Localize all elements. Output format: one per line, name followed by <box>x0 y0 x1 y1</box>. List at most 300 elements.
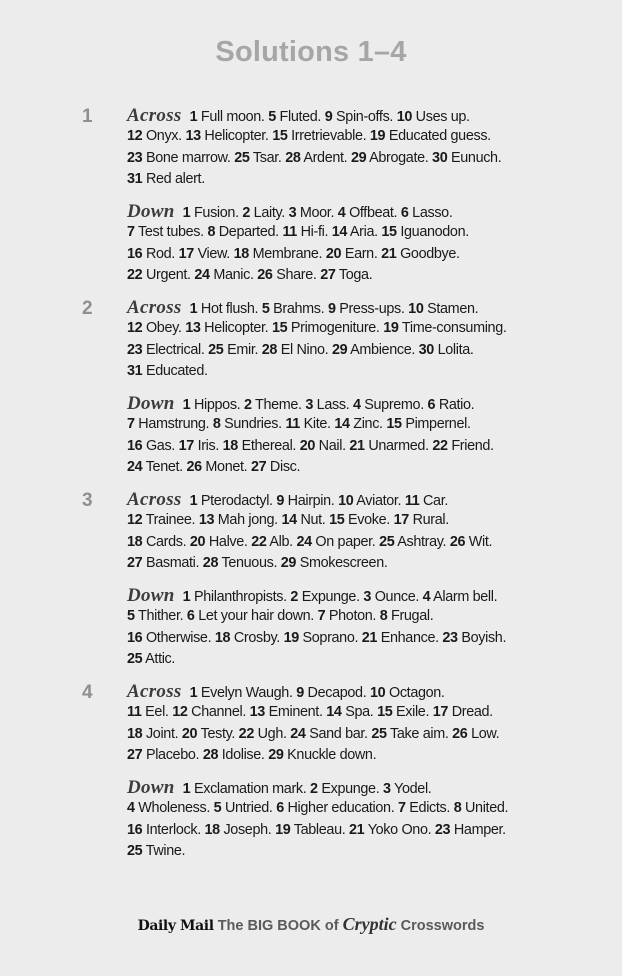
clue-number: 1 <box>189 685 198 701</box>
answer-text: Uses up. <box>412 109 470 125</box>
answer-entry <box>380 608 434 624</box>
answer-line <box>127 777 597 798</box>
answer-entry <box>423 589 498 605</box>
answer-line <box>127 745 597 766</box>
answer-text: Philanthropists. <box>190 589 291 605</box>
puzzle-number: 3 <box>82 490 93 511</box>
answer-entry <box>127 555 203 571</box>
answer-text: Basmati. <box>142 554 203 571</box>
answer-entry <box>203 555 281 571</box>
clue-number: 2 <box>242 205 251 221</box>
answer-entry <box>179 246 234 262</box>
answer-line <box>127 606 597 627</box>
clue-number: 6 <box>427 397 436 413</box>
answer-text: Ugh. <box>253 725 291 742</box>
answer-line <box>127 510 597 531</box>
answer-entry <box>408 301 478 317</box>
answer-entry <box>127 320 185 336</box>
clue-number: 19 <box>383 320 399 337</box>
answer-entry <box>326 246 381 262</box>
clue-number: 22 <box>127 266 143 283</box>
answer-entry <box>363 589 422 605</box>
answer-entry <box>127 512 199 528</box>
clue-number: 16 <box>127 245 143 262</box>
answer-text: Monet. <box>201 458 251 475</box>
answer-text: Expunge. <box>317 781 384 797</box>
answer-entry <box>251 459 300 475</box>
clue-number: 1 <box>182 397 191 413</box>
answer-text: Supremo. <box>360 397 428 413</box>
clue-number: 21 <box>361 629 378 646</box>
clue-number: 11 <box>127 704 142 721</box>
answer-line <box>127 414 597 435</box>
answer-entry <box>285 150 351 166</box>
answer-entry <box>127 128 185 144</box>
down-label: Down <box>127 393 175 414</box>
answer-line <box>127 318 597 339</box>
clue-number: 7 <box>127 224 135 241</box>
answer-entry <box>182 726 239 742</box>
clue-number: 15 <box>329 512 345 529</box>
answer-text: Take aim. <box>386 725 453 742</box>
answer-entry <box>281 512 329 528</box>
across-block <box>127 489 597 574</box>
answer-text: Let your hair down. <box>194 608 318 625</box>
answer-entry <box>223 438 300 454</box>
answer-text: Smokescreen. <box>296 554 388 571</box>
clue-number: 28 <box>261 341 278 358</box>
answer-text: Moor. <box>296 205 338 221</box>
answer-entry <box>262 301 328 317</box>
clue-number: 21 <box>349 437 365 454</box>
clue-number: 16 <box>127 629 143 646</box>
answer-entry <box>179 438 223 454</box>
answer-entry <box>370 685 445 701</box>
clue-number: 28 <box>285 149 301 166</box>
answer-entry <box>127 459 186 475</box>
clue-number: 4 <box>422 589 431 605</box>
answer-text: Ashtray. <box>394 533 450 550</box>
answer-entry <box>207 224 282 240</box>
answer-text: Interlock. <box>142 821 205 838</box>
answer-entry <box>349 438 432 454</box>
answer-text: Ambience. <box>347 341 419 358</box>
answer-text: Tableau. <box>290 821 350 838</box>
book-title-suffix: Crosswords <box>400 918 485 934</box>
answer-line <box>127 126 597 147</box>
answer-text: Yodel. <box>390 781 432 797</box>
answer-text: Lolita. <box>433 341 474 358</box>
answer-text: Emir. <box>223 341 262 358</box>
answer-entry <box>290 589 363 605</box>
clue-number: 31 <box>127 362 143 379</box>
answer-entry <box>433 704 493 720</box>
clue-number: 12 <box>127 320 143 337</box>
answer-entry <box>397 109 470 125</box>
answer-text: Mah jong. <box>214 512 282 529</box>
down-label: Down <box>127 201 175 222</box>
clue-number: 9 <box>327 301 336 317</box>
clue-number: 13 <box>249 704 265 721</box>
clue-number: 15 <box>381 224 397 241</box>
clue-number: 8 <box>453 800 462 817</box>
answer-entry <box>190 301 262 317</box>
answer-line <box>127 820 597 841</box>
answer-line <box>127 489 597 510</box>
clue-number: 16 <box>127 821 143 838</box>
answer-entry <box>272 320 383 336</box>
answer-entry <box>268 109 325 125</box>
answer-entry <box>203 747 268 763</box>
answer-entry <box>251 534 296 550</box>
answer-text: Ratio. <box>435 397 475 413</box>
answer-entry <box>353 397 428 413</box>
clue-number: 9 <box>296 685 304 701</box>
answer-text: Eminent. <box>264 704 327 721</box>
answer-entry <box>127 224 207 240</box>
clue-number: 14 <box>334 416 350 433</box>
across-label: Across <box>127 297 182 318</box>
answer-text: El Nino. <box>277 341 332 358</box>
clue-number: 25 <box>371 725 387 742</box>
answer-entry <box>398 800 454 816</box>
answer-text: Fusion. <box>190 205 243 221</box>
answer-entry <box>194 267 257 283</box>
answer-text: Bone marrow. <box>142 149 235 166</box>
answer-entry <box>318 608 380 624</box>
answer-entry <box>208 342 262 358</box>
clue-number: 25 <box>127 842 143 859</box>
answer-entry <box>127 747 203 763</box>
answer-text: Testy. <box>197 725 239 742</box>
clue-number: 18 <box>222 437 238 454</box>
answer-text: Time-consuming. <box>398 320 507 337</box>
clue-number: 17 <box>393 512 409 529</box>
clue-number: 18 <box>204 821 220 838</box>
answer-text: Thither. <box>134 608 187 625</box>
across-block <box>127 297 597 382</box>
clue-number: 4 <box>337 205 346 221</box>
answer-text: Cards. <box>142 533 190 550</box>
clue-number: 18 <box>127 725 143 742</box>
answer-text: Evelyn Waugh. <box>197 685 297 701</box>
clue-number: 30 <box>432 149 448 166</box>
answer-text: Wholeness. <box>134 800 214 817</box>
answer-text: Hairpin. <box>284 493 339 509</box>
answer-text: Attic. <box>142 650 176 667</box>
answer-text: Red alert. <box>142 170 205 187</box>
answer-line <box>127 649 597 670</box>
clue-number: 25 <box>234 149 250 166</box>
clue-number: 16 <box>127 437 143 454</box>
answer-entry <box>234 150 285 166</box>
answer-text: Hippos. <box>190 397 244 413</box>
answer-line <box>127 105 597 126</box>
answer-text: Aria. <box>347 224 382 241</box>
answer-line <box>127 798 597 819</box>
clue-number: 19 <box>275 821 291 838</box>
across-block <box>127 681 597 766</box>
clue-number: 23 <box>442 629 458 646</box>
answer-entry <box>383 781 431 797</box>
answer-text: Full moon. <box>197 109 269 125</box>
answer-text: Membrane. <box>248 245 326 262</box>
answer-entry <box>282 224 331 240</box>
answer-entry <box>379 534 450 550</box>
clue-number: 1 <box>182 589 191 605</box>
answer-entry <box>332 342 419 358</box>
answer-text: Laity. <box>250 205 289 221</box>
clue-number: 3 <box>363 589 372 605</box>
clue-number: 31 <box>127 170 143 187</box>
clue-number: 9 <box>276 493 284 509</box>
answer-text: Gas. <box>142 437 179 454</box>
clue-number: 12 <box>127 512 143 529</box>
answer-text: Hamper. <box>450 821 506 838</box>
answer-line <box>127 169 597 190</box>
answer-text: Eunuch. <box>447 149 502 166</box>
clue-number: 26 <box>449 533 466 550</box>
answer-entry <box>199 512 282 528</box>
clue-number: 21 <box>381 245 397 262</box>
answer-entry <box>127 630 215 646</box>
answer-text: Decapod. <box>303 685 371 701</box>
answer-entry <box>432 150 501 166</box>
answer-entry <box>296 534 379 550</box>
answer-entry <box>310 781 383 797</box>
clue-number: 15 <box>271 320 288 337</box>
clue-number: 20 <box>299 437 316 454</box>
clue-number: 27 <box>127 554 143 571</box>
answer-entry <box>290 726 371 742</box>
answer-text: Pimpernel. <box>401 416 471 433</box>
answer-text: Tenuous. <box>218 554 281 571</box>
answer-line <box>127 265 597 286</box>
answer-line <box>127 361 597 382</box>
answer-text: Urgent. <box>142 266 195 283</box>
clue-number: 3 <box>383 781 391 797</box>
answer-text: Photon. <box>325 608 380 625</box>
answer-text: Halve. <box>205 533 252 550</box>
answer-entry <box>185 320 272 336</box>
answer-line <box>127 436 597 457</box>
answer-entry <box>454 800 508 816</box>
answer-text: Channel. <box>187 704 250 721</box>
answer-entry <box>432 438 493 454</box>
answer-text: Abrogate. <box>366 149 433 166</box>
answer-entry <box>127 726 182 742</box>
across-block <box>127 105 597 190</box>
clue-number: 7 <box>398 800 406 817</box>
clue-number: 27 <box>250 458 267 475</box>
answer-line <box>127 222 597 243</box>
clue-number: 29 <box>331 341 348 358</box>
answer-text: Stamen. <box>423 301 479 317</box>
answer-entry <box>242 205 288 221</box>
answer-line <box>127 681 597 702</box>
answer-line <box>127 841 597 862</box>
clue-number: 10 <box>338 493 354 509</box>
answer-text: Fluted. <box>275 109 325 125</box>
answer-line <box>127 702 597 723</box>
answer-text: Departed. <box>215 224 283 241</box>
answer-text: On paper. <box>311 533 380 550</box>
answer-entry <box>329 512 394 528</box>
answer-entry <box>183 781 310 797</box>
clue-number: 4 <box>352 397 361 413</box>
answer-entry <box>300 438 350 454</box>
puzzle-number: 4 <box>82 682 93 703</box>
clue-number: 2 <box>290 589 299 605</box>
clue-number: 27 <box>127 746 143 763</box>
down-label: Down <box>127 585 175 606</box>
clue-number: 5 <box>268 109 276 125</box>
clue-number: 22 <box>251 533 267 550</box>
answer-entry <box>381 246 460 262</box>
clue-number: 15 <box>377 704 393 721</box>
clue-number: 21 <box>349 821 365 838</box>
answer-text: Car. <box>419 493 448 509</box>
clue-number: 3 <box>288 205 297 221</box>
clue-number: 29 <box>268 746 284 763</box>
answer-text: Spin-offs. <box>332 109 397 125</box>
answer-entry <box>276 493 338 509</box>
clue-number: 24 <box>290 725 306 742</box>
answer-text: Exile. <box>392 704 433 721</box>
clue-number: 1 <box>189 493 198 509</box>
clue-number: 22 <box>238 725 254 742</box>
answer-entry <box>428 397 475 413</box>
answer-entry <box>183 397 244 413</box>
answer-entry <box>234 246 326 262</box>
answer-entry <box>338 493 405 509</box>
clue-number: 8 <box>212 416 221 433</box>
clue-number: 27 <box>320 266 336 283</box>
clue-number: 19 <box>369 128 386 145</box>
clue-number: 14 <box>326 704 342 721</box>
answer-entry <box>276 800 398 816</box>
clue-number: 5 <box>261 301 270 317</box>
answer-entry <box>127 608 187 624</box>
answer-entry <box>127 534 190 550</box>
answer-line <box>127 244 597 265</box>
clue-number: 2 <box>310 781 318 797</box>
answer-entry <box>383 320 506 336</box>
answer-entry <box>281 555 388 571</box>
answer-entry <box>386 416 470 432</box>
answer-text: Theme. <box>251 397 306 413</box>
clue-number: 4 <box>127 800 135 817</box>
answer-text: Trainee. <box>142 512 199 529</box>
clue-number: 22 <box>432 437 448 454</box>
answer-entry <box>183 589 291 605</box>
answer-entry <box>127 342 208 358</box>
answer-text: Educated guess. <box>385 128 491 145</box>
answer-entry <box>244 397 305 413</box>
answer-text: Primogeniture. <box>287 320 384 337</box>
puzzle-number: 1 <box>82 106 93 127</box>
answer-entry <box>289 205 338 221</box>
clue-number: 25 <box>379 533 395 550</box>
answer-text: Offbeat. <box>345 205 401 221</box>
answer-entry <box>214 800 277 816</box>
answer-entry <box>328 301 408 317</box>
answer-text: Spa. <box>341 704 378 721</box>
answer-text: Irretrievable. <box>287 128 370 145</box>
book-title-prefix: The BIG BOOK of <box>217 918 339 934</box>
clue-number: 12 <box>127 128 143 145</box>
publisher-logo: Daily Mail <box>137 918 214 934</box>
answer-entry <box>190 685 297 701</box>
clue-number: 6 <box>400 205 409 221</box>
answer-line <box>127 724 597 745</box>
answer-entry <box>127 171 205 187</box>
answer-text: Alarm bell. <box>430 589 498 605</box>
clue-number: 7 <box>317 608 326 625</box>
page-title: Solutions 1–4 <box>215 36 407 68</box>
answer-text: Nail. <box>315 437 350 454</box>
answer-entry <box>183 205 243 221</box>
answer-entry <box>268 747 376 763</box>
answer-text: Hi-fi. <box>296 224 332 241</box>
answer-text: Ardent. <box>300 149 351 166</box>
answer-entry <box>275 822 349 838</box>
clue-number: 15 <box>386 416 402 433</box>
answer-text: Exclamation mark. <box>190 781 311 797</box>
across-label: Across <box>127 105 182 126</box>
answer-text: Yoko Ono. <box>364 821 435 838</box>
answer-entry <box>262 342 332 358</box>
answer-text: Sand bar. <box>305 725 372 742</box>
answer-text: Hot flush. <box>197 301 262 317</box>
answer-text: Expunge. <box>298 589 364 605</box>
answer-text: Placebo. <box>142 746 203 763</box>
answer-text: Higher education. <box>283 800 398 817</box>
answer-line <box>127 340 597 361</box>
answer-entry <box>272 128 370 144</box>
answer-text: Nut. <box>296 512 330 529</box>
down-block <box>127 393 597 478</box>
answer-text: Rural. <box>408 512 449 529</box>
clue-number: 28 <box>202 746 219 763</box>
book-title-italic: Cryptic <box>342 914 397 934</box>
answer-line <box>127 553 597 574</box>
clue-number: 29 <box>280 554 297 571</box>
answer-entry <box>435 822 506 838</box>
answer-text: Share. <box>272 266 321 283</box>
answer-entry <box>450 534 492 550</box>
clue-number: 18 <box>127 533 143 550</box>
answer-text: Lass. <box>313 397 353 413</box>
answer-text: Evoke. <box>344 512 394 529</box>
clue-number: 17 <box>178 437 194 454</box>
clue-number: 26 <box>452 725 468 742</box>
clue-number: 10 <box>408 301 424 317</box>
answer-line <box>127 585 597 606</box>
answer-text: Unarmed. <box>364 437 433 454</box>
answer-entry <box>127 651 175 667</box>
answer-line <box>127 628 597 649</box>
answer-text: Earn. <box>341 245 382 262</box>
answer-entry <box>172 704 249 720</box>
clue-number: 6 <box>186 608 195 625</box>
answer-text: Test tubes. <box>134 224 208 241</box>
clue-number: 11 <box>282 224 297 241</box>
answer-entry <box>419 342 474 358</box>
answer-text: Otherwise. <box>142 629 215 646</box>
clue-number: 13 <box>198 512 215 529</box>
clue-number: 13 <box>185 320 201 337</box>
